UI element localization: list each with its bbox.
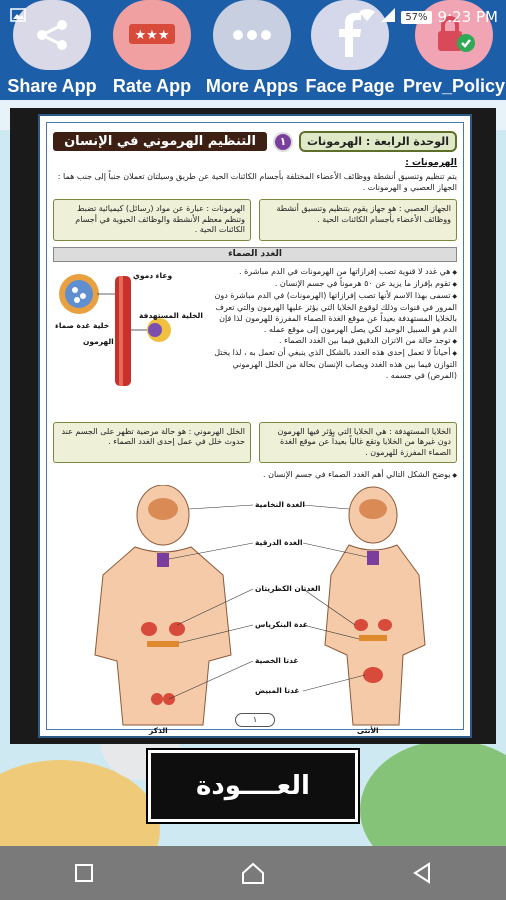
- list-item: ◆ هي غدد لا قنوية تصب إفرازاتها من الهرمونات في الدم مباشرة .: [209, 266, 457, 278]
- target-cell-label: الخلية المستهدفة: [139, 310, 203, 320]
- home-icon: [241, 861, 265, 885]
- female-label: الأنثى: [357, 726, 379, 735]
- gland-cell-label: خلية غدة صماء: [55, 320, 110, 330]
- hormones-definition: الهرمونات : عبارة عن مواد (رسائل) كيميائية تضبط وتنظم معظم الأنشطة والوظائف الحيوية في أجسام الكائنات الحية .: [53, 199, 251, 241]
- list-item: ◆ أحياناً لا تعمل إحدى هذه الغدد بالشكل الذي ينبغي أن تعمل به ، لذا يختل التوازن فيما بين هذه الغدد ويصاب الإنسان بحالة من الخلل الهرموني (المرض) في جسمه .: [209, 347, 457, 381]
- hormonal-disorder-definition: الخلل الهرموني : هو حالة مرضية تظهر على الجسم عند حدوث خلل في عمل إحدى الغدد الصماء .: [53, 422, 251, 464]
- adrenal-label: الغدتان الكظريتان: [255, 584, 321, 593]
- status-bar: [0, 0, 506, 34]
- pituitary-label: الغدة النخامية: [255, 500, 305, 509]
- signal-icon: [381, 8, 395, 26]
- page-number: ١: [235, 713, 275, 727]
- male-label: الذكر: [149, 726, 168, 735]
- list-item: ◆ تسمى بهذا الاسم لأنها تصب إفرازاتها (الهرمونات) في الدم مباشرة دون المرور في قنوات وذلك لوقوع الخلايا التي يؤثر عليها الهرمون والتي تعرف بالخلايا المستهدفة بعيداً عن موقع الغدة الصماء المفرزة للهرمون لذا فإن الدم هو السبيل الوحيد لكي يصل الهرمون إلى موقع عمله .: [209, 290, 457, 335]
- svg-text:★★★: ★★★: [134, 28, 170, 43]
- share-app-label: Share App: [7, 76, 97, 96]
- android-nav-bar: [0, 846, 506, 900]
- hormone-label: الهرمون: [83, 336, 114, 346]
- wifi-icon: [359, 8, 375, 26]
- thyroid-label: الغدة الدرقية: [255, 538, 303, 547]
- face-page-label: Face Page: [305, 76, 395, 96]
- home-button[interactable]: [233, 853, 273, 893]
- hormones-heading: الهرمونات :: [405, 158, 457, 168]
- ovaries-label: غدتا المبيض: [255, 686, 300, 695]
- more-apps-label: More Apps: [205, 76, 299, 96]
- back-nav-button[interactable]: [402, 853, 442, 893]
- recents-button[interactable]: [64, 853, 104, 893]
- back-triangle-icon: [411, 862, 433, 884]
- figure-intro: ◆ يوضح الشكل التالي أهم الغدد الصماء في جسم الإنسان .: [53, 469, 457, 481]
- list-item: ◆ توجد حالة من الاتزان الدقيق فيما بين الغدد الصماء .: [209, 335, 457, 347]
- nervous-system-definition: الجهاز العصبي : هو جهاز يقوم بتنظيم وتنسيق أنشطة ووظائف الأعضاء بأجسام الكائنات الحية .: [259, 199, 457, 241]
- blood-vessel-label: وعاء دموي: [133, 270, 173, 280]
- intro-paragraph: يتم تنظيم وتنسيق أنشطة ووظائف الأعضاء المختلفة بأجسام الكائنات الحية عن طريق وسيلتان تعملان جنباً إلى جنب هما : الجهاز العصبي و الهرمونات .: [57, 172, 457, 192]
- back-button[interactable]: العــــودة: [148, 750, 358, 822]
- unit-title: الوحدة الرابعة : الهرمونات: [299, 131, 457, 152]
- recents-icon: [74, 863, 94, 883]
- image-notification-icon: [10, 8, 26, 26]
- glands-bullet-list: [209, 266, 457, 416]
- target-cells-definition: الخلايا المستهدفة : هي الخلايا التي يؤثر فيها الهرمون دون غيرها من الخلايا وتقع غالباً بعيداً عن موقع الغدة الصماء المفرزة للهرمون .: [259, 422, 457, 464]
- unit-subtitle: التنظيم الهرموني في الإنسان: [53, 132, 267, 151]
- rate-app-label: Rate App: [112, 76, 192, 96]
- list-item: ◆ تقوم بإفراز ما يزيد عن ٥٠ هرموناً في جسم الإنسان .: [209, 278, 457, 290]
- testes-label: غدتا الخصية: [255, 656, 299, 665]
- battery-indicator: 57%: [401, 11, 431, 24]
- pancreas-label: غدة البنكرياس: [255, 620, 309, 629]
- unit-number: ١: [273, 132, 293, 152]
- clock: 9:23 PM: [437, 8, 498, 26]
- endocrine-glands-heading: الغدد الصماء: [53, 247, 457, 262]
- document-viewer[interactable]: [10, 108, 496, 744]
- privacy-policy-label: Prev_Policy: [402, 76, 506, 96]
- endocrine-glands-figure: [53, 485, 457, 735]
- book-page: [38, 114, 472, 738]
- hormone-transport-diagram: [53, 266, 203, 416]
